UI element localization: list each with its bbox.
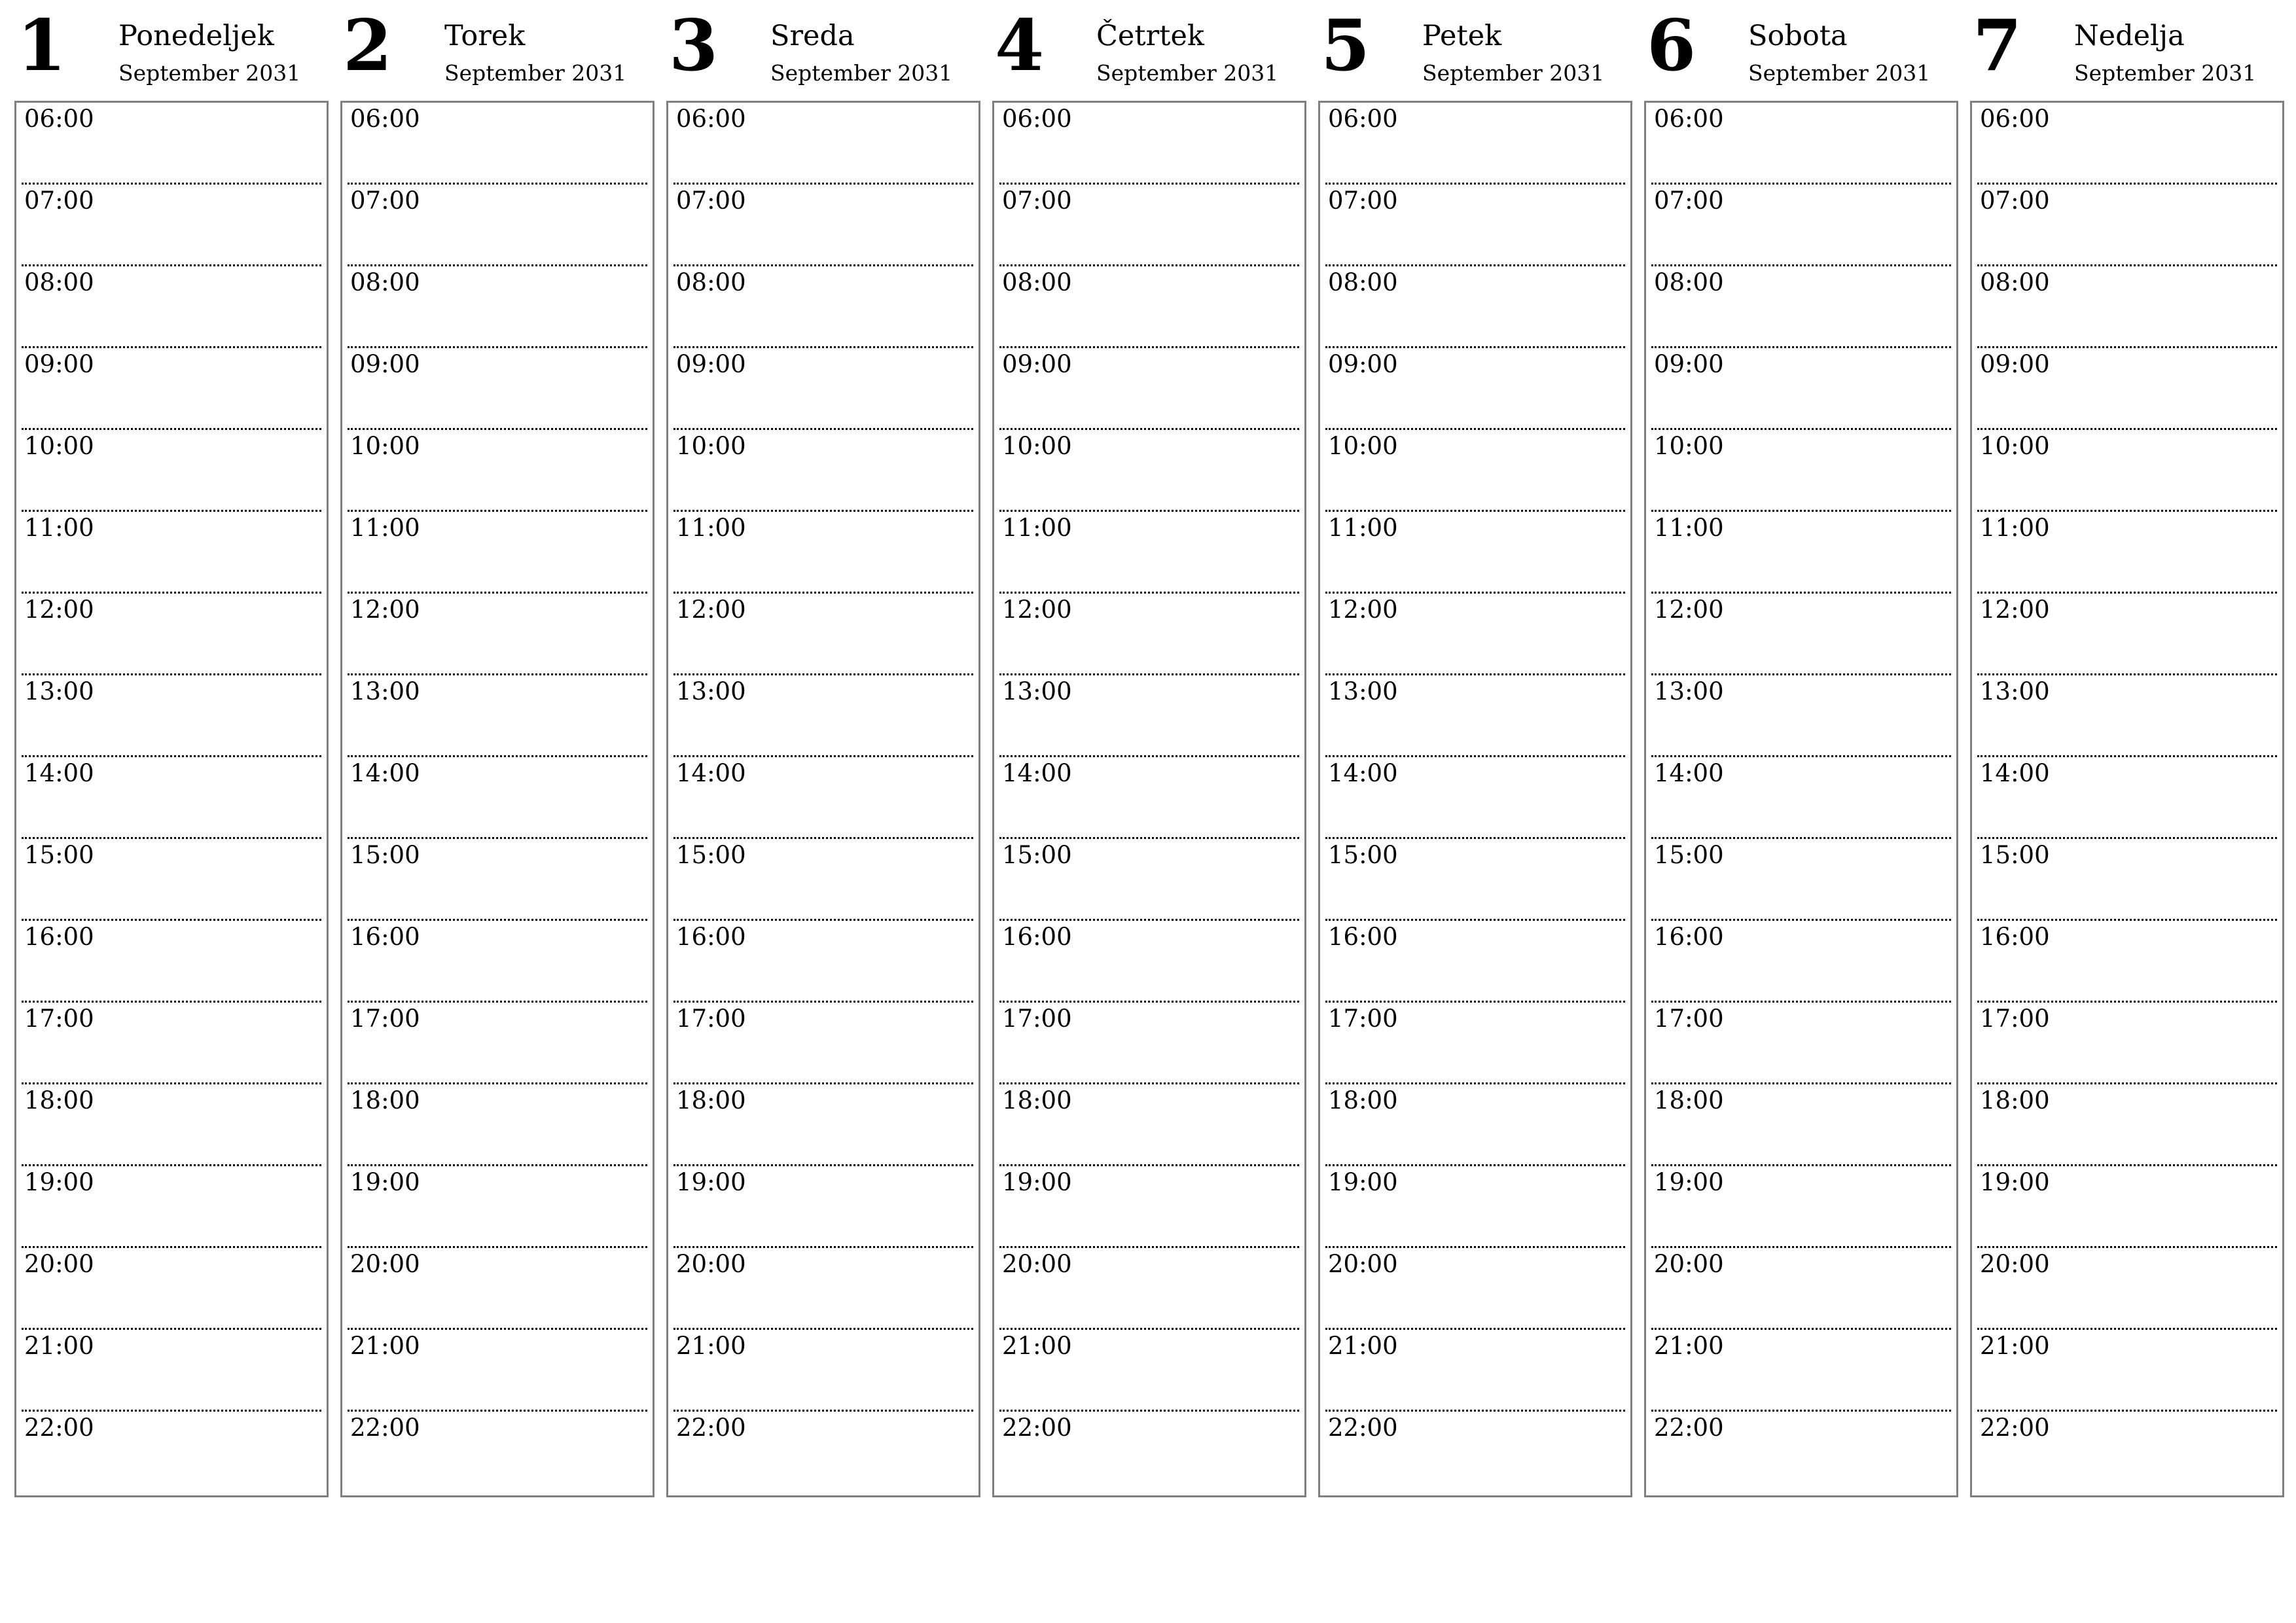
time-slot-label: 13:00 xyxy=(1002,677,1072,705)
time-slot[interactable] xyxy=(1977,1248,2277,1330)
time-slot[interactable] xyxy=(673,839,973,921)
time-slot-label: 14:00 xyxy=(1002,759,1072,787)
time-slot-label: 07:00 xyxy=(676,187,746,215)
time-slot-label: 16:00 xyxy=(1328,923,1398,951)
time-slot-label: 10:00 xyxy=(1002,432,1072,460)
time-slot-label: 18:00 xyxy=(350,1086,420,1115)
time-slot[interactable] xyxy=(1977,430,2277,512)
time-slot[interactable] xyxy=(1651,839,1951,921)
time-slot-label: 12:00 xyxy=(1328,596,1398,624)
time-slot-label: 10:00 xyxy=(676,432,746,460)
time-slot[interactable] xyxy=(22,1003,321,1084)
time-slot[interactable] xyxy=(673,757,973,839)
time-slot-label: 08:00 xyxy=(1002,268,1072,296)
time-slot[interactable] xyxy=(1977,103,2277,185)
day-number: 1 xyxy=(17,5,67,87)
time-slot-label: 06:00 xyxy=(24,105,94,133)
time-slot-label: 07:00 xyxy=(350,187,420,215)
time-slot[interactable] xyxy=(1651,594,1951,675)
time-slot-label: 07:00 xyxy=(1002,187,1072,215)
time-slot-label: 15:00 xyxy=(1002,841,1072,869)
time-slot-label: 12:00 xyxy=(1980,596,2050,624)
time-slot[interactable] xyxy=(22,1248,321,1330)
time-slot[interactable] xyxy=(999,757,1299,839)
time-slot[interactable] xyxy=(1325,1003,1625,1084)
time-slot-label: 22:00 xyxy=(676,1414,746,1442)
time-slot-label: 08:00 xyxy=(1980,268,2050,296)
time-slot[interactable] xyxy=(999,348,1299,430)
time-slot-label: 10:00 xyxy=(350,432,420,460)
day-name: Petek xyxy=(1422,20,1502,52)
time-slot-label: 22:00 xyxy=(1654,1414,1724,1442)
time-slot[interactable] xyxy=(1325,430,1625,512)
time-slot-label: 15:00 xyxy=(1328,841,1398,869)
time-slot-label: 21:00 xyxy=(1654,1332,1724,1360)
time-slot-label: 15:00 xyxy=(676,841,746,869)
day-name: Nedelja xyxy=(2074,20,2185,52)
time-slot[interactable] xyxy=(348,1330,647,1412)
time-slot-label: 11:00 xyxy=(1328,514,1398,542)
time-slot[interactable] xyxy=(1651,103,1951,185)
time-slot[interactable] xyxy=(999,185,1299,266)
time-slot-label: 19:00 xyxy=(676,1168,746,1196)
time-slot-label: 11:00 xyxy=(350,514,420,542)
time-slot-label: 09:00 xyxy=(1002,350,1072,378)
time-slot-label: 18:00 xyxy=(1002,1086,1072,1115)
time-slot-label: 21:00 xyxy=(350,1332,420,1360)
time-slot[interactable] xyxy=(673,430,973,512)
time-slot-label: 09:00 xyxy=(1654,350,1724,378)
time-slot-label: 19:00 xyxy=(1002,1168,1072,1196)
time-slot[interactable] xyxy=(673,1084,973,1166)
day-name: Ponedeljek xyxy=(118,20,274,52)
day-month-label: September 2031 xyxy=(1096,60,1279,86)
time-slot[interactable] xyxy=(999,430,1299,512)
day-column xyxy=(1318,0,1631,1505)
time-slot-label: 18:00 xyxy=(24,1086,94,1115)
time-slot[interactable] xyxy=(1651,348,1951,430)
time-slot-label: 14:00 xyxy=(676,759,746,787)
time-slot-label: 17:00 xyxy=(676,1005,746,1033)
time-slot[interactable] xyxy=(999,1412,1299,1493)
day-number: 2 xyxy=(343,5,393,87)
day-column xyxy=(340,0,653,1505)
time-slot-label: 10:00 xyxy=(1980,432,2050,460)
time-slot[interactable] xyxy=(22,1330,321,1412)
time-slot-label: 17:00 xyxy=(1980,1005,2050,1033)
day-number: 5 xyxy=(1321,5,1371,87)
day-month-label: September 2031 xyxy=(1748,60,1931,86)
time-slot-label: 21:00 xyxy=(1328,1332,1398,1360)
time-slot[interactable] xyxy=(22,757,321,839)
time-slot[interactable] xyxy=(1651,1084,1951,1166)
time-slot[interactable] xyxy=(999,1248,1299,1330)
time-slot[interactable] xyxy=(348,103,647,185)
day-column xyxy=(1644,0,1957,1505)
day-number: 4 xyxy=(995,5,1045,87)
time-slot-label: 09:00 xyxy=(24,350,94,378)
time-slot[interactable] xyxy=(1325,1248,1625,1330)
time-slot-label: 16:00 xyxy=(1980,923,2050,951)
time-slot[interactable] xyxy=(348,1003,647,1084)
time-slot-label: 09:00 xyxy=(676,350,746,378)
time-slot-label: 22:00 xyxy=(1980,1414,2050,1442)
time-slot[interactable] xyxy=(1325,1330,1625,1412)
time-slot-label: 06:00 xyxy=(1328,105,1398,133)
time-slot-label: 17:00 xyxy=(1654,1005,1724,1033)
time-slot[interactable] xyxy=(999,1084,1299,1166)
time-slot[interactable] xyxy=(1651,921,1951,1003)
time-slot[interactable] xyxy=(1977,512,2277,594)
time-slot-label: 19:00 xyxy=(1980,1168,2050,1196)
time-slot[interactable] xyxy=(348,512,647,594)
time-slot-label: 12:00 xyxy=(1654,596,1724,624)
time-slot[interactable] xyxy=(999,1330,1299,1412)
day-month-label: September 2031 xyxy=(118,60,301,86)
time-slot-label: 09:00 xyxy=(1980,350,2050,378)
day-number: 6 xyxy=(1647,5,1696,87)
time-slot[interactable] xyxy=(1325,1412,1625,1493)
time-slot[interactable] xyxy=(1325,266,1625,348)
time-slot-label: 21:00 xyxy=(1002,1332,1072,1360)
time-slot-label: 09:00 xyxy=(350,350,420,378)
time-slot[interactable] xyxy=(1651,1166,1951,1248)
time-slot[interactable] xyxy=(348,1248,647,1330)
time-slot-label: 18:00 xyxy=(1654,1086,1724,1115)
day-column xyxy=(14,0,327,1505)
time-slot[interactable] xyxy=(1651,430,1951,512)
day-month-label: September 2031 xyxy=(2074,60,2257,86)
day-schedule-box xyxy=(14,101,329,1497)
time-slot-label: 13:00 xyxy=(1328,677,1398,705)
time-slot-label: 13:00 xyxy=(676,677,746,705)
time-slot[interactable] xyxy=(999,1166,1299,1248)
time-slot-label: 19:00 xyxy=(24,1168,94,1196)
time-slot[interactable] xyxy=(1651,1248,1951,1330)
time-slot[interactable] xyxy=(1325,103,1625,185)
time-slot-label: 06:00 xyxy=(676,105,746,133)
day-number: 7 xyxy=(1973,5,2022,87)
time-slot-label: 17:00 xyxy=(1328,1005,1398,1033)
time-slot-label: 20:00 xyxy=(1980,1250,2050,1278)
day-name: Sobota xyxy=(1748,20,1848,52)
time-slot[interactable] xyxy=(348,921,647,1003)
day-column xyxy=(992,0,1305,1505)
time-slot[interactable] xyxy=(348,675,647,757)
time-slot-label: 17:00 xyxy=(1002,1005,1072,1033)
time-slot[interactable] xyxy=(999,1003,1299,1084)
time-slot[interactable] xyxy=(673,1166,973,1248)
time-slot-label: 21:00 xyxy=(24,1332,94,1360)
time-slot[interactable] xyxy=(999,103,1299,185)
time-slot-label: 08:00 xyxy=(1328,268,1398,296)
time-slot[interactable] xyxy=(22,185,321,266)
time-slot[interactable] xyxy=(999,512,1299,594)
time-slot[interactable] xyxy=(348,1412,647,1493)
time-slot-label: 20:00 xyxy=(676,1250,746,1278)
time-slot-label: 16:00 xyxy=(350,923,420,951)
time-slot[interactable] xyxy=(22,348,321,430)
time-slot-label: 18:00 xyxy=(1980,1086,2050,1115)
day-schedule-box xyxy=(992,101,1306,1497)
time-slot[interactable] xyxy=(348,757,647,839)
time-slot[interactable] xyxy=(1977,1330,2277,1412)
time-slot-label: 13:00 xyxy=(1654,677,1724,705)
time-slot[interactable] xyxy=(22,1166,321,1248)
time-slot-label: 18:00 xyxy=(676,1086,746,1115)
time-slot[interactable] xyxy=(999,839,1299,921)
time-slot-label: 12:00 xyxy=(1002,596,1072,624)
time-slot[interactable] xyxy=(348,430,647,512)
time-slot-label: 10:00 xyxy=(1328,432,1398,460)
time-slot-label: 10:00 xyxy=(24,432,94,460)
time-slot-label: 11:00 xyxy=(676,514,746,542)
time-slot-label: 12:00 xyxy=(676,596,746,624)
time-slot[interactable] xyxy=(22,103,321,185)
time-slot[interactable] xyxy=(1651,266,1951,348)
time-slot-label: 11:00 xyxy=(1980,514,2050,542)
day-month-label: September 2031 xyxy=(770,60,953,86)
time-slot-label: 21:00 xyxy=(1980,1332,2050,1360)
time-slot[interactable] xyxy=(348,594,647,675)
time-slot[interactable] xyxy=(1977,1084,2277,1166)
time-slot[interactable] xyxy=(348,348,647,430)
day-schedule-box xyxy=(340,101,655,1497)
day-number: 3 xyxy=(669,5,719,87)
time-slot-label: 06:00 xyxy=(1654,105,1724,133)
day-name: Torek xyxy=(444,20,526,52)
time-slot-label: 08:00 xyxy=(676,268,746,296)
time-slot[interactable] xyxy=(673,675,973,757)
time-slot-label: 13:00 xyxy=(350,677,420,705)
time-slot[interactable] xyxy=(1325,185,1625,266)
time-slot-label: 17:00 xyxy=(24,1005,94,1033)
time-slot[interactable] xyxy=(999,594,1299,675)
time-slot[interactable] xyxy=(1651,675,1951,757)
time-slot-label: 16:00 xyxy=(1654,923,1724,951)
time-slot[interactable] xyxy=(22,430,321,512)
time-slot-label: 07:00 xyxy=(1654,187,1724,215)
time-slot-label: 19:00 xyxy=(350,1168,420,1196)
time-slot-label: 22:00 xyxy=(1328,1414,1398,1442)
time-slot-label: 06:00 xyxy=(1002,105,1072,133)
time-slot[interactable] xyxy=(1977,1166,2277,1248)
time-slot[interactable] xyxy=(1325,757,1625,839)
time-slot-label: 14:00 xyxy=(1980,759,2050,787)
time-slot[interactable] xyxy=(1651,1330,1951,1412)
time-slot[interactable] xyxy=(348,185,647,266)
time-slot[interactable] xyxy=(22,675,321,757)
time-slot-label: 21:00 xyxy=(676,1332,746,1360)
time-slot-label: 12:00 xyxy=(350,596,420,624)
time-slot[interactable] xyxy=(1977,594,2277,675)
time-slot[interactable] xyxy=(1325,839,1625,921)
time-slot[interactable] xyxy=(673,1412,973,1493)
time-slot-label: 15:00 xyxy=(1654,841,1724,869)
time-slot-label: 11:00 xyxy=(24,514,94,542)
time-slot[interactable] xyxy=(22,594,321,675)
time-slot-label: 22:00 xyxy=(24,1414,94,1442)
time-slot-label: 22:00 xyxy=(1002,1414,1072,1442)
time-slot-label: 15:00 xyxy=(24,841,94,869)
time-slot-label: 13:00 xyxy=(1980,677,2050,705)
day-column xyxy=(666,0,979,1505)
time-slot[interactable] xyxy=(1977,1412,2277,1493)
time-slot-label: 20:00 xyxy=(350,1250,420,1278)
time-slot[interactable] xyxy=(1977,757,2277,839)
time-slot-label: 15:00 xyxy=(350,841,420,869)
day-schedule-box xyxy=(1970,101,2284,1497)
day-column xyxy=(1970,0,2283,1505)
time-slot-label: 08:00 xyxy=(1654,268,1724,296)
time-slot[interactable] xyxy=(999,675,1299,757)
time-slot[interactable] xyxy=(348,1166,647,1248)
time-slot-label: 12:00 xyxy=(24,596,94,624)
day-schedule-box xyxy=(666,101,980,1497)
time-slot-label: 14:00 xyxy=(1654,759,1724,787)
time-slot-label: 10:00 xyxy=(1654,432,1724,460)
time-slot[interactable] xyxy=(1651,757,1951,839)
time-slot-label: 07:00 xyxy=(1328,187,1398,215)
time-slot[interactable] xyxy=(1977,675,2277,757)
time-slot-label: 11:00 xyxy=(1654,514,1724,542)
time-slot[interactable] xyxy=(1651,1412,1951,1493)
time-slot-label: 20:00 xyxy=(1654,1250,1724,1278)
time-slot[interactable] xyxy=(348,1084,647,1166)
day-schedule-box xyxy=(1644,101,1958,1497)
time-slot-label: 07:00 xyxy=(24,187,94,215)
time-slot-label: 19:00 xyxy=(1328,1168,1398,1196)
time-slot[interactable] xyxy=(673,1330,973,1412)
time-slot[interactable] xyxy=(348,266,647,348)
time-slot[interactable] xyxy=(22,266,321,348)
time-slot[interactable] xyxy=(1977,921,2277,1003)
time-slot[interactable] xyxy=(1977,839,2277,921)
time-slot[interactable] xyxy=(1325,348,1625,430)
time-slot[interactable] xyxy=(1651,185,1951,266)
time-slot-label: 20:00 xyxy=(24,1250,94,1278)
time-slot-label: 18:00 xyxy=(1328,1086,1398,1115)
day-schedule-box xyxy=(1318,101,1632,1497)
time-slot-label: 14:00 xyxy=(1328,759,1398,787)
time-slot[interactable] xyxy=(1325,921,1625,1003)
time-slot[interactable] xyxy=(348,839,647,921)
time-slot-label: 14:00 xyxy=(24,759,94,787)
time-slot-label: 16:00 xyxy=(1002,923,1072,951)
day-month-label: September 2031 xyxy=(1422,60,1605,86)
time-slot[interactable] xyxy=(22,839,321,921)
time-slot-label: 14:00 xyxy=(350,759,420,787)
time-slot-label: 06:00 xyxy=(1980,105,2050,133)
time-slot-label: 22:00 xyxy=(350,1414,420,1442)
time-slot[interactable] xyxy=(1325,594,1625,675)
time-slot[interactable] xyxy=(1977,266,2277,348)
time-slot[interactable] xyxy=(673,1248,973,1330)
time-slot-label: 19:00 xyxy=(1654,1168,1724,1196)
time-slot-label: 16:00 xyxy=(676,923,746,951)
time-slot-label: 20:00 xyxy=(1002,1250,1072,1278)
time-slot[interactable] xyxy=(673,266,973,348)
time-slot-label: 09:00 xyxy=(1328,350,1398,378)
time-slot-label: 08:00 xyxy=(350,268,420,296)
time-slot[interactable] xyxy=(673,594,973,675)
time-slot[interactable] xyxy=(1977,185,2277,266)
day-name: Sreda xyxy=(770,20,855,52)
time-slot-label: 08:00 xyxy=(24,268,94,296)
time-slot[interactable] xyxy=(1651,512,1951,594)
time-slot[interactable] xyxy=(673,348,973,430)
time-slot[interactable] xyxy=(999,266,1299,348)
time-slot[interactable] xyxy=(1325,1166,1625,1248)
time-slot[interactable] xyxy=(673,512,973,594)
time-slot[interactable] xyxy=(1325,1084,1625,1166)
time-slot-label: 20:00 xyxy=(1328,1250,1398,1278)
time-slot[interactable] xyxy=(999,921,1299,1003)
time-slot-label: 16:00 xyxy=(24,923,94,951)
time-slot[interactable] xyxy=(1325,675,1625,757)
time-slot[interactable] xyxy=(673,185,973,266)
time-slot[interactable] xyxy=(1977,1003,2277,1084)
time-slot[interactable] xyxy=(673,103,973,185)
day-month-label: September 2031 xyxy=(444,60,627,86)
time-slot[interactable] xyxy=(22,512,321,594)
time-slot-label: 07:00 xyxy=(1980,187,2050,215)
time-slot[interactable] xyxy=(673,921,973,1003)
time-slot[interactable] xyxy=(22,921,321,1003)
time-slot[interactable] xyxy=(673,1003,973,1084)
time-slot[interactable] xyxy=(22,1084,321,1166)
time-slot[interactable] xyxy=(1651,1003,1951,1084)
day-name: Četrtek xyxy=(1096,20,1204,52)
time-slot-label: 17:00 xyxy=(350,1005,420,1033)
time-slot-label: 06:00 xyxy=(350,105,420,133)
time-slot-label: 11:00 xyxy=(1002,514,1072,542)
time-slot[interactable] xyxy=(1325,512,1625,594)
time-slot[interactable] xyxy=(22,1412,321,1493)
time-slot[interactable] xyxy=(1977,348,2277,430)
time-slot-label: 13:00 xyxy=(24,677,94,705)
time-slot-label: 15:00 xyxy=(1980,841,2050,869)
